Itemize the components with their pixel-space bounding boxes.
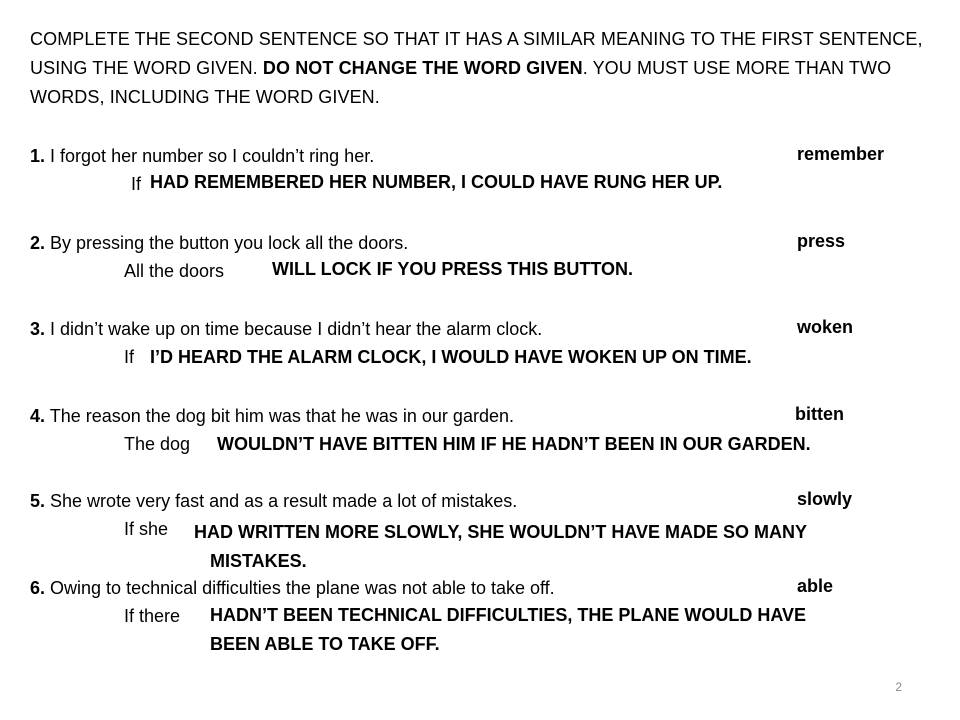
item-2-answer: WILL LOCK IF YOU PRESS THIS BUTTON. — [272, 259, 634, 279]
item-1-number: 1. — [30, 146, 46, 166]
item-5-answer-line-1: HAD WRITTEN MORE SLOWLY, SHE WOULDN’T HAVE MADE SO MANY — [194, 522, 808, 542]
item-2-sentence: By pressing the button you lock all the doors. — [50, 233, 409, 253]
item-5-keyword: slowly — [797, 489, 853, 509]
instructions-text-1: COMPLETE THE SECOND SENTENCE SO THAT IT HAS A SIMILAR MEANING TO THE FIRST SENTENCE, USING THE WORD GIVEN. — [30, 29, 923, 78]
item-1-sentence: I forgot her number so I couldn’t ring her. — [50, 146, 375, 166]
item-6-answer-line-1: HADN’T BEEN TECHNICAL DIFFICULTIES, THE PLANE WOULD HAVE — [210, 605, 806, 625]
item-4-sentence: The reason the dog bit him was that he was in our garden. — [49, 406, 514, 426]
item-1-keyword: remember — [797, 144, 885, 164]
item-2-keyword: press — [797, 231, 846, 251]
item-6-stem: If there — [124, 606, 181, 626]
item-4-stem: The dog — [124, 434, 191, 454]
item-2-stem: All the doors — [124, 261, 225, 281]
instructions — [30, 25, 930, 112]
item-5-stem: If she — [124, 519, 169, 539]
item-5-answer — [194, 518, 807, 576]
item-3-answer: I’D HEARD THE ALARM CLOCK, I WOULD HAVE WOKEN UP ON TIME. — [150, 347, 752, 367]
item-4-number: 4. — [30, 406, 46, 426]
item-3-stem: If — [124, 347, 135, 367]
item-6-keyword: able — [797, 576, 834, 596]
item-5-sentence-line — [30, 489, 517, 513]
item-5-answer-line-2: MISTAKES. — [210, 551, 307, 571]
item-1-stem: If — [131, 174, 142, 194]
item-3-number: 3. — [30, 319, 46, 339]
item-4-answer: WOULDN’T HAVE BITTEN HIM IF HE HADN’T BEEN IN OUR GARDEN. — [217, 434, 811, 454]
item-1-sentence-line — [30, 144, 374, 168]
item-2-sentence-line — [30, 231, 408, 255]
item-4-keyword: bitten — [795, 404, 844, 424]
page-number: 2 — [895, 680, 902, 694]
item-6-answer — [210, 601, 806, 659]
item-6-answer-line-2: BEEN ABLE TO TAKE OFF. — [210, 634, 440, 654]
item-5-sentence: She wrote very fast and as a result made a lot of mistakes. — [50, 491, 518, 511]
item-3-sentence-line — [30, 317, 542, 341]
item-4-sentence-line — [30, 404, 514, 428]
item-6-sentence: Owing to technical difficulties the plane was not able to take off. — [50, 578, 555, 598]
instructions-text-2: . YOU MUST USE MORE THAN TWO WORDS, INCLUDING THE WORD GIVEN. — [30, 58, 892, 107]
item-5-number: 5. — [30, 491, 46, 511]
instructions-emphasis: DO NOT CHANGE THE WORD GIVEN — [262, 58, 583, 78]
item-3-sentence: I didn’t wake up on time because I didn’t hear the alarm clock. — [50, 319, 543, 339]
item-6-number: 6. — [30, 578, 46, 598]
item-3-keyword: woken — [797, 317, 854, 337]
item-1-answer: HAD REMEMBERED HER NUMBER, I COULD HAVE RUNG HER UP. — [150, 172, 723, 192]
item-2-number: 2. — [30, 233, 46, 253]
item-6-sentence-line — [30, 576, 555, 600]
